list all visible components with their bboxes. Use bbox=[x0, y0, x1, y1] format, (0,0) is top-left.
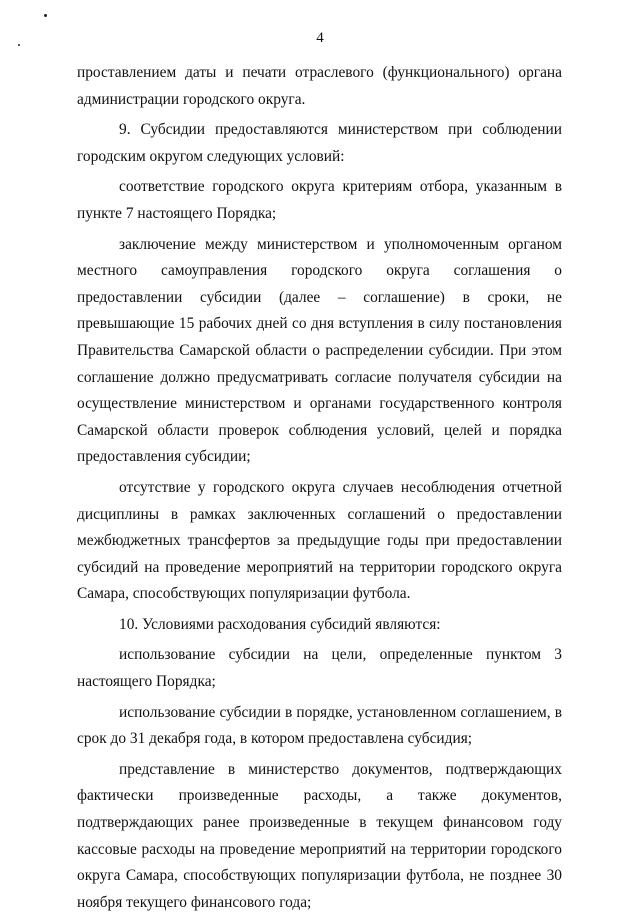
scan-mark bbox=[44, 14, 47, 17]
paragraph-condition-criteria: соответствие городского округа критериям отбора, указанным в пункте 7 настоящего Порядка; bbox=[77, 178, 562, 222]
paragraph-continuation: проставлением даты и печати отраслевого (функционального) органа администрации городского округа. bbox=[77, 64, 562, 108]
paragraph-spending-order: использование субсидии в порядке, установленном соглашением, в срок до 31 декабря года, в котором предоставлена субсидия; bbox=[77, 703, 562, 748]
document-body bbox=[77, 60, 562, 920]
paragraph-condition-discipline: отсутствие у городского округа случаев несоблюдения отчетной дисциплины в рамках заключенных соглашений о предоставлении межбюджетных трансфертов за предыдущие годы при предоставлении субсидий на проведение мероприятий на территории городского округа Самара, способствующих популяризации футбола. bbox=[77, 478, 562, 603]
paragraph-spending-purpose: использование субсидии на цели, определенные пунктом 3 настоящего Порядка; bbox=[77, 646, 562, 691]
paragraph-item-10: 10. Условиями расходования субсидий являются: bbox=[119, 615, 441, 633]
paragraph-item-9: 9. Субсидии предоставляются министерством при соблюдении городским округом следующих условий: bbox=[77, 121, 562, 165]
paragraph-condition-agreement: заключение между министерством и уполномоченным органом местного самоуправления городского округа соглашения о предоставлении субсидии (далее – соглашение) в сроки, не превышающие 15 рабочих дней со дня вступления в силу постановления Правительства Самарской области о распределении субсидии. При этом соглашение должно предусматривать согласие получателя субсидии на осуществление министерством и органами государственного контроля Самарской области проверок соблюдения условий, целей и порядка предоставления субсидии; bbox=[77, 235, 562, 466]
paragraph-spending-documents: представление в министерство документов, подтверждающих фактически произведенные расходы, а также документов, подтверждающих ранее произведенные в текущем финансовом году кассовые расходы на проведение мероприятий на территории городского округа Самара, способствующих популяризации футбола, не позднее 30 ноября текущего финансового года; bbox=[77, 760, 562, 911]
page-number: 4 bbox=[316, 30, 324, 46]
